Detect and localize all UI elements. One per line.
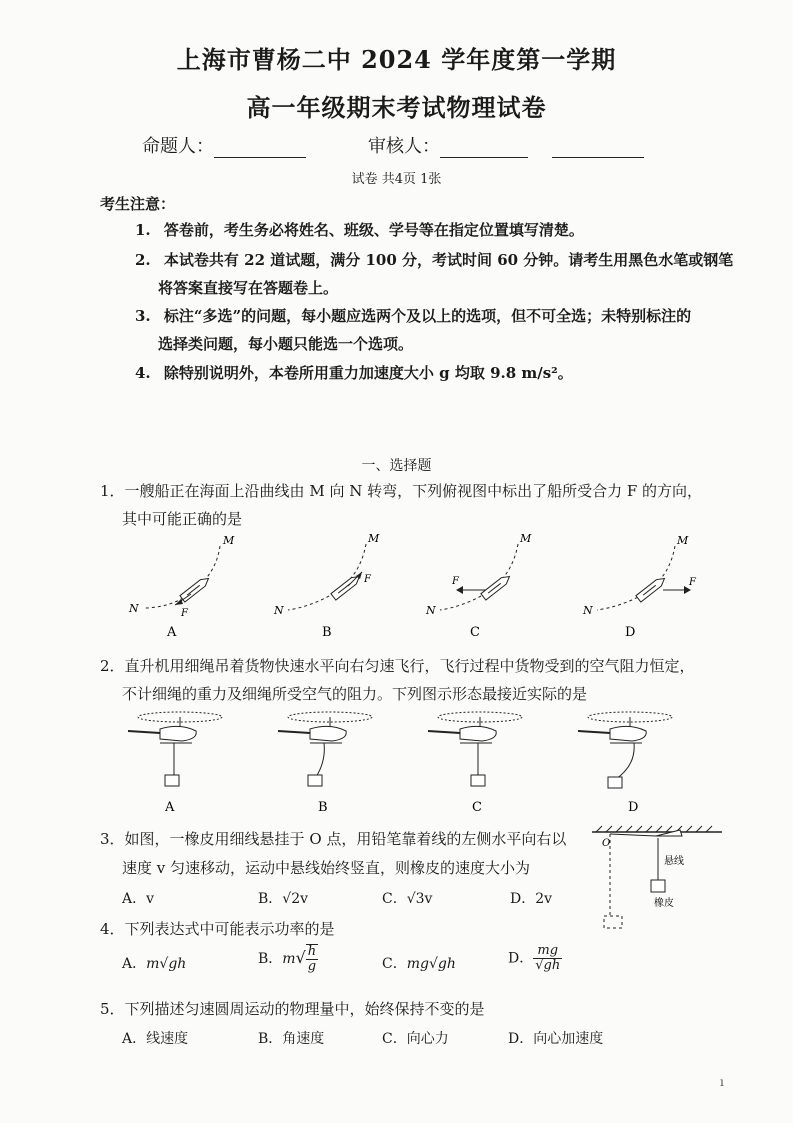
formula: mg√gh xyxy=(406,956,456,972)
eraser-box xyxy=(651,880,665,892)
option-d: D．2v xyxy=(510,891,553,907)
question-3-stem xyxy=(100,828,566,849)
author-label: 命题人： xyxy=(142,136,214,157)
string-label: 悬线 xyxy=(664,856,684,867)
q1-figure-b xyxy=(273,532,380,640)
point-m-label: M xyxy=(677,534,689,547)
option-d: D．向心加速度 xyxy=(508,1031,604,1047)
point-n-label: N xyxy=(426,604,436,617)
exam-title-line1: 上海市曹杨二中 2024 学年度第一学期 xyxy=(176,45,617,74)
force-label: F xyxy=(364,574,371,585)
note-text: 本试卷共有 22 道试题，满分 100 分，考试时间 60 分钟。请考生用黑色水笔或钢笔 xyxy=(163,251,734,269)
ship-icon xyxy=(636,575,667,602)
question-4-stem xyxy=(100,918,335,939)
helicopter-icon xyxy=(128,712,222,743)
question-number: 3． xyxy=(100,830,125,848)
question-1-stem xyxy=(100,480,702,501)
ship-icon xyxy=(481,573,512,600)
note-number: 1. xyxy=(135,221,151,239)
question-2-stem xyxy=(100,655,695,676)
question-text: 下列描述匀速圆周运动的物理量中，始终保持不变的是 xyxy=(124,1000,485,1018)
note-text: 除特别说明外，本卷所用重力加速度大小 g 均取 9.8 m/s²。 xyxy=(163,364,573,382)
note-item xyxy=(135,219,584,240)
notes-heading: 考生注意： xyxy=(100,195,176,213)
helicopter-icon xyxy=(578,712,672,743)
point-n-label: N xyxy=(129,602,139,615)
question-2-figures xyxy=(120,705,700,817)
q2-figure-c xyxy=(428,712,522,815)
question-2-stem-cont: 不计细绳的重力及细绳所受空气的阻力。下列图示形态最接近实际的是 xyxy=(122,685,588,703)
option-label: C xyxy=(470,625,480,640)
option-b: B．m√ $\frac{h}{g}$ xyxy=(258,944,317,974)
point-o-label: O xyxy=(602,838,611,849)
force-label: F xyxy=(689,577,696,588)
note-item xyxy=(135,305,691,326)
note-text: 答卷前，考生务必将姓名、班级、学号等在指定位置填写清楚。 xyxy=(163,221,584,239)
question-number: 4． xyxy=(100,920,125,938)
note-number: 2. xyxy=(135,251,151,269)
force-label: F xyxy=(452,576,459,587)
q1-figure-c xyxy=(425,532,532,640)
cargo-box xyxy=(308,775,322,786)
point-m-label: M xyxy=(368,532,380,545)
q2-figure-a xyxy=(128,712,222,815)
reviewer-blank-1 xyxy=(440,139,528,158)
question-5-stem xyxy=(100,998,485,1019)
curved-path xyxy=(143,546,220,608)
q2-figure-b xyxy=(278,712,372,815)
ceiling-hatch xyxy=(596,826,712,832)
option-c: C．向心力 xyxy=(382,1031,449,1047)
question-text: 如图，一橡皮用细线悬挂于 O 点，用铅笔靠着线的左侧水平向右以 xyxy=(124,830,567,848)
question-3-stem-cont: 速度 v 匀速移动，运动中悬线始终竖直，则橡皮的速度大小为 xyxy=(122,859,531,877)
question-text: 下列表达式中可能表示功率的是 xyxy=(124,920,335,938)
option-c: C．√3v xyxy=(382,891,433,907)
option-label: D xyxy=(625,625,636,640)
option-label: B xyxy=(318,800,328,815)
page-count: 试卷 共4页 1张 xyxy=(351,172,442,187)
question-number: 1． xyxy=(100,482,125,500)
note-number: 4. xyxy=(135,364,151,382)
option-label: D xyxy=(628,800,639,815)
eraser-label: 橡皮 xyxy=(654,898,674,909)
option-c: C．mg√gh xyxy=(382,956,456,972)
note-text: 标注“多选”的问题，每小题应选两个及以上的选项，但不可全选；未特别标注的 xyxy=(163,307,692,325)
question-number: 2． xyxy=(100,657,125,675)
q1-figure-d xyxy=(582,534,697,640)
author-blank xyxy=(214,139,306,158)
pencil-icon xyxy=(656,830,682,836)
note-text-cont: 将答案直接写在答题卷上。 xyxy=(158,279,339,297)
note-item xyxy=(135,249,733,270)
curved-path xyxy=(597,546,675,610)
note-item xyxy=(135,362,573,383)
initial-eraser-position xyxy=(604,916,622,928)
point-m-label: M xyxy=(520,532,532,545)
option-label: B xyxy=(322,625,332,640)
note-number: 3. xyxy=(135,307,151,325)
option-label: C xyxy=(472,800,482,815)
option-d: D． $\frac{mg}{√gh}$ xyxy=(508,943,561,973)
q2-figure-d xyxy=(578,712,672,815)
point-m-label: M xyxy=(223,534,235,547)
question-1-stem-cont: 其中可能正确的是 xyxy=(122,510,243,528)
note-text-cont: 选择类问题，每小题只能选一个选项。 xyxy=(158,335,414,353)
formula: m√gh xyxy=(146,956,187,972)
q1-figure-a xyxy=(128,534,235,640)
helicopter-icon xyxy=(278,712,372,743)
question-3-figure xyxy=(590,822,730,944)
reviewer-label: 审核人： xyxy=(368,136,440,157)
question-text: 直升机用细绳吊着货物快速水平向右匀速飞行，飞行过程中货物受到的空气阻力恒定， xyxy=(124,657,695,675)
point-n-label: N xyxy=(274,604,284,617)
exam-title-line2: 高一年级期末考试物理试卷 xyxy=(246,93,547,122)
section-title: 一、选择题 xyxy=(361,458,432,474)
cargo-box xyxy=(165,775,179,786)
force-label: F xyxy=(181,608,188,619)
cargo-box xyxy=(608,777,622,788)
reviewer-field xyxy=(368,132,644,158)
question-text: 一艘船正在海面上沿曲线由 M 向 N 转弯，下列俯视图中标出了船所受合力 F 的方向， xyxy=(124,482,703,500)
option-a: A．线速度 xyxy=(122,1031,189,1047)
margin-mark: ı xyxy=(720,1075,724,1089)
reviewer-blank-2 xyxy=(552,139,644,158)
point-n-label: N xyxy=(583,604,593,617)
author-field xyxy=(142,132,306,158)
question-1-figures xyxy=(100,528,740,644)
option-b: B．角速度 xyxy=(258,1031,325,1047)
helicopter-icon xyxy=(428,712,522,743)
option-b: B．√2v xyxy=(258,891,309,907)
cargo-box xyxy=(471,775,485,786)
option-a: A．v xyxy=(122,891,155,907)
option-a: A．m√gh xyxy=(122,956,187,972)
option-label: A xyxy=(167,625,177,640)
option-label: A xyxy=(165,800,175,815)
question-number: 5． xyxy=(100,1000,125,1018)
